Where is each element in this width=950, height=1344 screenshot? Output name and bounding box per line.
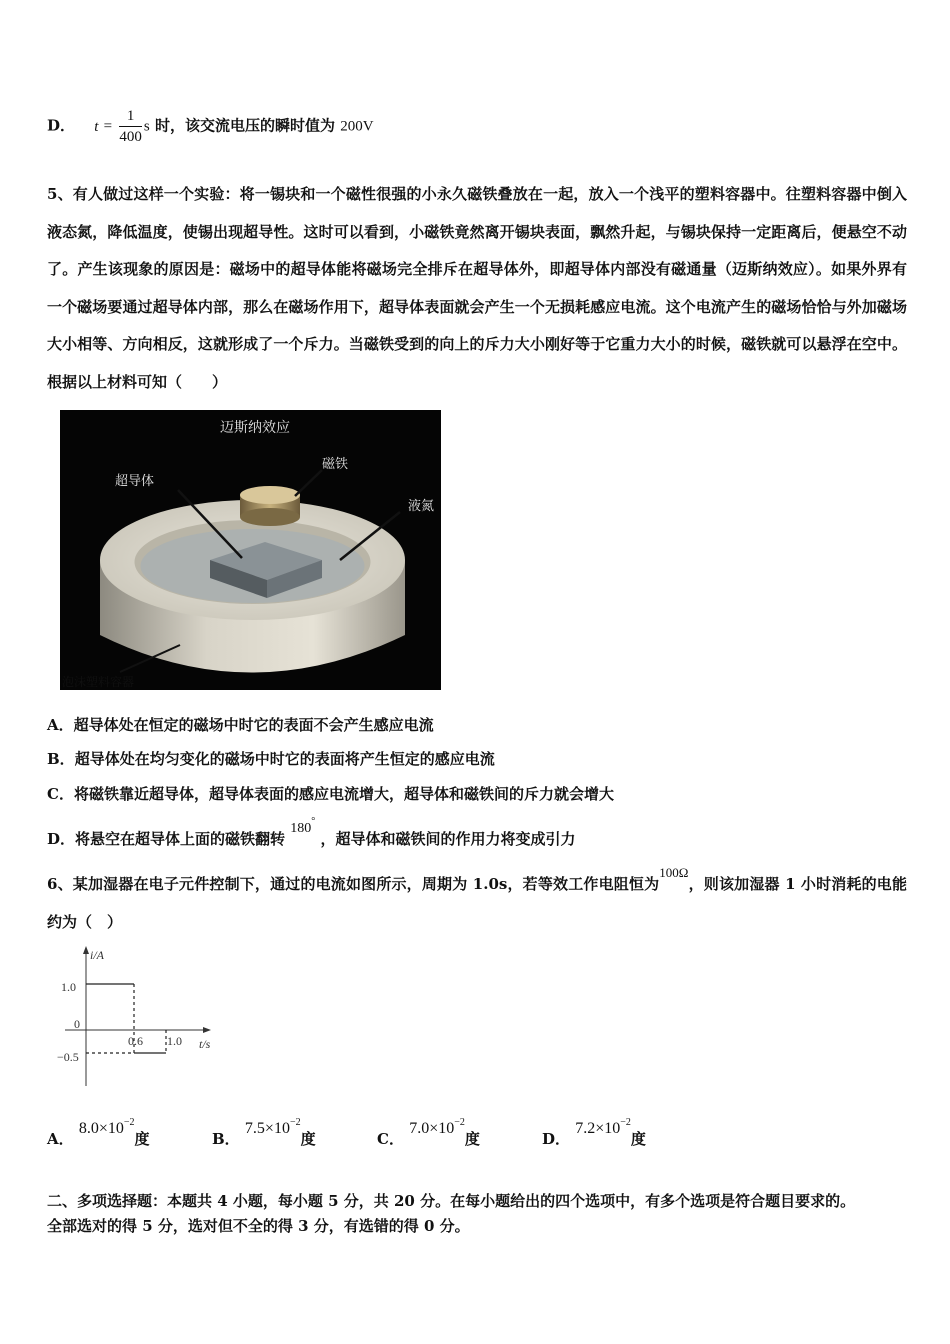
option-label: B． bbox=[47, 750, 75, 768]
option-label: D． bbox=[47, 116, 76, 135]
question-6 bbox=[47, 866, 907, 941]
exponent: −2 bbox=[620, 1117, 631, 1128]
mantissa: 7.2 bbox=[575, 1120, 596, 1137]
exponent: −2 bbox=[289, 1117, 301, 1128]
option-d-prev-question bbox=[47, 106, 374, 147]
question-text-after: ，则该加湿器 1 小时消耗的电能约为（ ） bbox=[47, 875, 907, 931]
option-label: C． bbox=[47, 785, 74, 803]
q5-option-d bbox=[47, 816, 576, 849]
q6-option-d bbox=[542, 1117, 646, 1149]
question-number: 5、 bbox=[47, 185, 73, 203]
mantissa: 7.0 bbox=[409, 1120, 430, 1137]
option-label: C． bbox=[377, 1130, 404, 1148]
option-text: 时，该交流电压的瞬时值为 bbox=[154, 116, 335, 135]
label-container: 泡沫塑料容器 bbox=[62, 675, 135, 689]
option-label: A． bbox=[47, 1130, 74, 1148]
q6-option-a bbox=[47, 1117, 150, 1149]
magnet-bottom bbox=[240, 508, 300, 526]
sci-value bbox=[575, 1117, 631, 1137]
option-text: 超导体处在恒定的磁场中时它的表面不会产生感应电流 bbox=[73, 716, 434, 734]
section-2-scoring: 全部选对的得 5 分，选对但不全的得 3 分，有选错的得 0 分。 bbox=[47, 1217, 470, 1235]
mantissa: 8.0 bbox=[78, 1120, 99, 1137]
option-text-after: ，超导体和磁铁间的作用力将变成引力 bbox=[320, 830, 576, 848]
y-tick-1: 1.0 bbox=[61, 980, 76, 994]
fraction-denominator: 400 bbox=[119, 129, 142, 145]
y-axis-arrow bbox=[83, 946, 89, 954]
unit: 度 bbox=[630, 1130, 646, 1148]
option-label: D． bbox=[542, 1130, 571, 1148]
current-time-graph bbox=[57, 944, 227, 1090]
question-text: 有人做过这样一个实验：将一锡块和一个磁性很强的小永久磁铁叠放在一起，放入一个浅平的塑料容器中。往塑料容器中倒入液态氮，降低温度，使锡出现超导性。这时可以看到，小磁铁竟然离开锡块表面，飘然升起，与锡块保持一定距离后，便悬空不动了。产生该现象的原因是：磁场中的超导体能将磁场完全排斥在超导体外，即超导体内部没有磁通量（迈斯纳效应）。如果外界有一个磁场要通过超导体内部，那么在磁场作用下，超导体表面就会产生一个无损耗感应电流。这个电流产生的磁场恰恰与外加磁场大小相等、方向相反，这就形成了一个斥力。当磁铁受到的向上的斥力大小刚好等于它重力大小的时候，磁铁就可以悬浮在空中。根据以上材料可知（ ） bbox=[47, 185, 907, 391]
question-5 bbox=[47, 176, 907, 401]
label-magnet: 磁铁 bbox=[322, 457, 349, 472]
sci-value bbox=[244, 1117, 301, 1137]
equals-sign: = bbox=[103, 118, 113, 135]
sci-value bbox=[78, 1117, 135, 1137]
angle-value: 180 bbox=[290, 821, 312, 836]
x-axis-label: t/s bbox=[199, 1037, 211, 1051]
y-axis-label: i/A bbox=[90, 948, 104, 962]
sci-value bbox=[409, 1117, 465, 1137]
x-tick-1-0: 1.0 bbox=[167, 1034, 182, 1048]
question-text-before: 某加湿器在电子元件控制下，通过的电流如图所示，周期为 1.0s，若等效工作电阻恒为 bbox=[72, 875, 660, 893]
time-unit: s bbox=[143, 118, 150, 135]
option-label: B． bbox=[212, 1130, 240, 1148]
y-tick-neg: −0.5 bbox=[57, 1050, 79, 1064]
times-ten: ×10 bbox=[98, 1120, 124, 1137]
rotation-angle bbox=[290, 816, 316, 836]
label-superconductor: 超导体 bbox=[115, 474, 155, 489]
magnet-top bbox=[240, 486, 300, 504]
q5-option-a bbox=[47, 714, 434, 735]
mantissa: 7.5 bbox=[244, 1120, 265, 1137]
option-text: 将磁铁靠近超导体，超导体表面的感应电流增大，超导体和磁铁间的斥力就会增大 bbox=[73, 785, 614, 803]
degree-sign: ° bbox=[311, 816, 316, 827]
label-liquid-nitrogen: 液氮 bbox=[408, 499, 435, 514]
time-fraction bbox=[119, 106, 142, 147]
time-variable: t bbox=[94, 118, 99, 135]
exponent: −2 bbox=[123, 1117, 135, 1128]
fraction-numerator: 1 bbox=[119, 106, 142, 127]
option-text-before: 将悬空在超导体上面的磁铁翻转 bbox=[75, 830, 286, 848]
option-label: A． bbox=[47, 716, 74, 734]
option-text: 超导体处在均匀变化的磁场中时它的表面将产生恒定的感应电流 bbox=[74, 750, 495, 768]
unit: 度 bbox=[300, 1130, 316, 1148]
y-tick-0: 0 bbox=[74, 1017, 80, 1031]
section-2-heading: 二、多项选择题：本题共 4 小题，每小题 5 分，共 20 分。在每小题给出的四个选项中，有多个选项是符合题目要求的。 bbox=[47, 1192, 856, 1210]
question-number: 6、 bbox=[47, 875, 73, 893]
figure-title: 迈斯纳效应 bbox=[220, 420, 290, 436]
unit: 度 bbox=[134, 1130, 150, 1148]
times-ten: ×10 bbox=[264, 1120, 290, 1137]
voltage-value: 200V bbox=[340, 118, 374, 135]
q5-option-c bbox=[47, 783, 614, 804]
meissner-effect-figure bbox=[60, 410, 441, 690]
x-axis-arrow bbox=[203, 1027, 211, 1033]
option-label: D． bbox=[47, 830, 76, 848]
q6-option-c bbox=[377, 1117, 480, 1149]
unit: 度 bbox=[464, 1130, 480, 1148]
q5-option-b bbox=[47, 748, 495, 769]
exponent: −2 bbox=[454, 1117, 465, 1128]
x-tick-0-6: 0.6 bbox=[128, 1034, 143, 1048]
q6-option-b bbox=[212, 1117, 316, 1149]
times-ten: ×10 bbox=[595, 1120, 621, 1137]
resistance-value: 100Ω bbox=[659, 865, 689, 880]
times-ten: ×10 bbox=[429, 1120, 455, 1137]
